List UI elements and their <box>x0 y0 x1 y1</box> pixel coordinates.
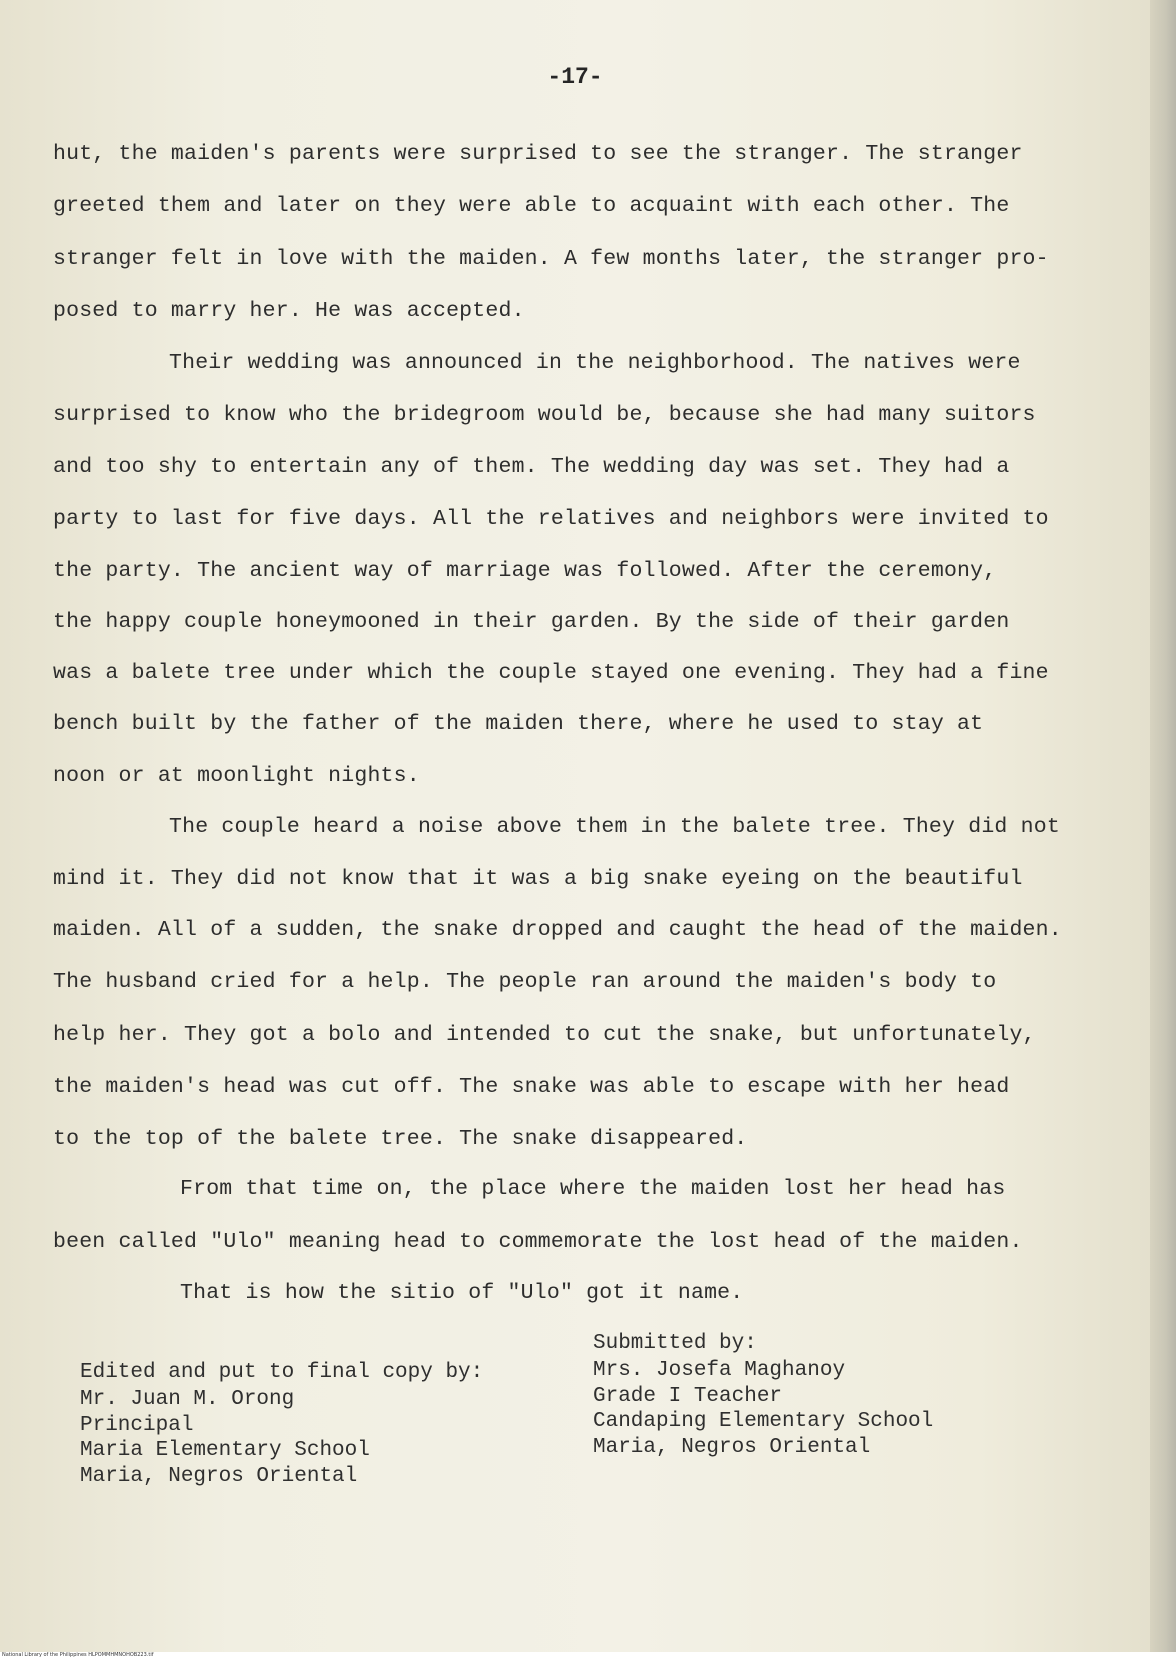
submitted-heading: Submitted by: <box>593 1332 757 1355</box>
body-line: The couple heard a noise above them in the balete tree. They did not <box>169 815 1060 839</box>
body-line: That is how the sitio of "Ulo" got it name. <box>180 1281 744 1305</box>
body-line: The husband cried for a help. The people ran around the maiden's body to <box>53 970 997 994</box>
body-line: surprised to know who the bridegroom would be, because she had many suitors <box>53 403 1036 427</box>
footer-caption: National Library of the Philippines HLPOMMHMNOHOB223.tif <box>2 1652 154 1658</box>
edited-heading: Edited and put to final copy by: <box>80 1361 484 1384</box>
editor-place: Maria, Negros Oriental <box>80 1465 358 1488</box>
submitter-title: Grade I Teacher <box>593 1385 783 1408</box>
page-number: -17- <box>547 64 603 90</box>
body-line: Their wedding was announced in the neighborhood. The natives were <box>169 351 1021 375</box>
body-line: greeted them and later on they were able to acquaint with each other. The <box>53 194 1010 218</box>
body-line: been called "Ulo" meaning head to commemorate the lost head of the maiden. <box>53 1230 1023 1254</box>
submitter-name: Mrs. Josefa Maghanoy <box>593 1359 846 1382</box>
body-line: the party. The ancient way of marriage was followed. After the ceremony, <box>53 559 997 583</box>
footer-bar <box>0 1652 1176 1658</box>
body-line: and too shy to entertain any of them. The wedding day was set. They had a <box>53 455 1010 479</box>
editor-name: Mr. Juan M. Orong <box>80 1388 295 1411</box>
body-line: bench built by the father of the maiden there, where he used to stay at <box>53 712 984 736</box>
body-line: was a balete tree under which the couple stayed one evening. They had a fine <box>53 661 1049 685</box>
body-line: the happy couple honeymooned in their garden. By the side of their garden <box>53 610 1010 634</box>
body-line: stranger felt in love with the maiden. A few months later, the stranger pro- <box>53 247 1049 271</box>
body-line: the maiden's head was cut off. The snake was able to escape with her head <box>53 1075 1010 1099</box>
body-line: maiden. All of a sudden, the snake dropped and caught the head of the maiden. <box>53 918 1062 942</box>
submitter-school: Candaping Elementary School <box>593 1410 934 1433</box>
page-edge-shadow <box>1150 0 1176 1652</box>
editor-school: Maria Elementary School <box>80 1439 370 1462</box>
body-line: posed to marry her. He was accepted. <box>53 299 525 323</box>
body-line: hut, the maiden's parents were surprised to see the stranger. The stranger <box>53 142 1023 166</box>
editor-title: Principal <box>80 1414 194 1437</box>
body-line: help her. They got a bolo and intended to cut the snake, but unfortunately, <box>53 1023 1036 1047</box>
body-line: From that time on, the place where the maiden lost her head has <box>180 1177 1006 1201</box>
body-line: party to last for five days. All the relatives and neighbors were invited to <box>53 507 1049 531</box>
body-line: to the top of the balete tree. The snake disappeared. <box>53 1127 748 1151</box>
body-line: noon or at moonlight nights. <box>53 764 420 788</box>
submitter-place: Maria, Negros Oriental <box>593 1436 871 1459</box>
body-line: mind it. They did not know that it was a big snake eyeing on the beautiful <box>53 867 1023 891</box>
